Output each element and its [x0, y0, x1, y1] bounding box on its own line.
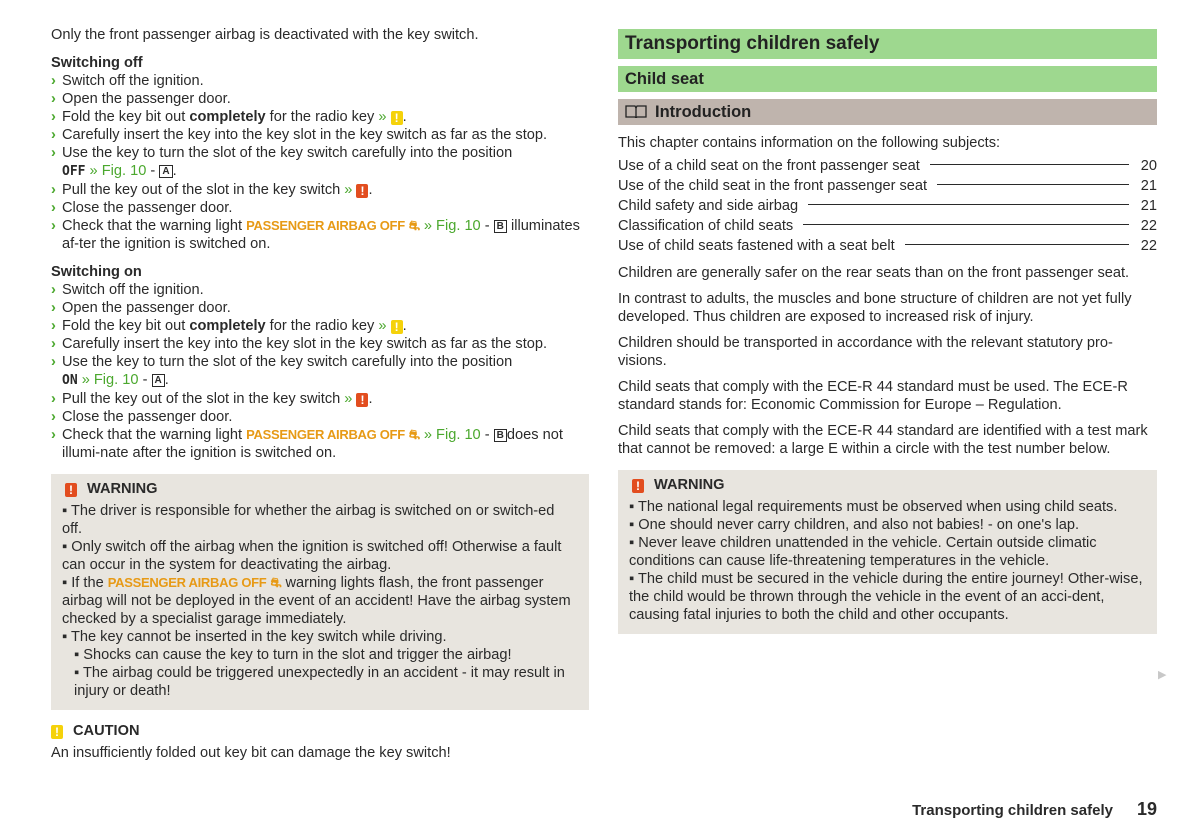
paragraph: Children are generally safer on the rear seats than on the front passenger seat.	[618, 265, 1130, 281]
fig-letter-a: A	[159, 165, 172, 178]
section-heading: Child seat	[618, 66, 1157, 92]
chevron-icon: ›	[51, 182, 56, 198]
airbag-off-icon: ⛐	[408, 218, 420, 233]
fig-letter-b: B	[494, 220, 507, 233]
caution-icon: !	[391, 111, 403, 125]
chevron-icon: ›	[51, 127, 56, 143]
leader-line	[937, 184, 1129, 185]
warning-icon: !	[65, 483, 77, 497]
chevron-icon: ›	[51, 354, 56, 370]
airbag-off-icon: ⛐	[270, 575, 282, 590]
warning-sub-bullet: ▪ The airbag could be triggered unexpectedly in an accident - it may result in injury or death!	[74, 665, 565, 699]
chevron-icon: ›	[51, 336, 56, 352]
chevron-icon: ›	[51, 218, 56, 234]
chevron-icon: ›	[51, 282, 56, 298]
page-number: 19	[1136, 799, 1157, 819]
chevron-icon: ›	[51, 145, 56, 161]
step-off-8: › Check that the warning light PASSENGER AIRBAG OFF ⛐ » Fig. 10 - B illuminates af-ter the ignition is switched on.	[51, 218, 580, 252]
step-on-5: › Use the key to turn the slot of the key switch carefully into the position ON » Fig. 10 - A .	[51, 354, 513, 388]
chevron-icon: ›	[51, 318, 56, 334]
switch-position-on: ON	[62, 373, 78, 388]
warning-icon: !	[632, 479, 644, 493]
warning-box-airbag	[51, 474, 589, 710]
fig-link[interactable]: » Fig. 10	[89, 163, 147, 179]
warning-heading: ! WARNING	[51, 480, 578, 498]
step-on-7: › Close the passenger door.	[51, 409, 233, 425]
paragraph: Child seats that comply with the ECE-R 44 standard are identified with a test mark that cannot be removed: a large E within a circle with the test number below.	[618, 423, 1148, 457]
right-column	[618, 29, 1157, 634]
step-off-7: › Close the passenger door.	[51, 200, 233, 216]
page-footer	[912, 800, 1157, 820]
chevron-icon: ›	[51, 73, 56, 89]
continue-arrow-icon: ▶	[1158, 669, 1167, 681]
caution-text: An insufficiently folded out key bit can damage the key switch!	[51, 745, 451, 761]
switching-on-steps	[51, 281, 589, 462]
switching-on-heading: Switching on	[51, 264, 142, 280]
step-off-1: › Switch off the ignition.	[51, 73, 204, 89]
caution-icon: !	[51, 725, 63, 739]
paragraph: Children should be transported in accordance with the relevant statutory pro-visions.	[618, 335, 1113, 369]
step-on-8: › Check that the warning light PASSENGER AIRBAG OFF ⛐ » Fig. 10 - B does not illumi-nate after the ignition is switched on.	[51, 427, 563, 461]
subsection-heading: Introduction	[618, 99, 1157, 125]
chevron-icon: ›	[51, 300, 56, 316]
warning-icon: !	[356, 393, 368, 407]
warning-bullet: ▪ Never leave children unattended in the vehicle. Certain outside climatic conditions can cause life-threatening temperatures in the vehicle.	[629, 535, 1097, 569]
fig-link[interactable]: » Fig. 10	[423, 427, 481, 443]
passenger-airbag-off-lamp: PASSENGER AIRBAG OFF	[107, 575, 267, 590]
leader-line	[930, 164, 1129, 165]
chevron-icon: ›	[51, 91, 56, 107]
chapter-heading: Transporting children safely	[618, 29, 1157, 59]
step-on-2: › Open the passenger door.	[51, 300, 231, 316]
ref-link[interactable]: »	[378, 109, 387, 125]
warning-bullet: ▪ The national legal requirements must be observed when using child seats.	[629, 499, 1118, 515]
caution-heading: ! CAUTION	[51, 722, 589, 740]
step-on-6: › Pull the key out of the slot in the key switch » ! .	[51, 391, 373, 407]
paragraph: Child seats that comply with the ECE-R 44 standard must be used. The ECE-R standard stands for: Economic Commission for Europe – Regulation.	[618, 379, 1128, 413]
warning-bullet: ▪ If the PASSENGER AIRBAG OFF ⛐ warning lights flash, the front passenger airbag will not be deployed in the event of an accident! Have the airbag system checked by a specialist garage immediately.	[62, 575, 571, 627]
leader-line	[803, 224, 1129, 225]
chevron-icon: ›	[51, 427, 56, 443]
paragraph: In contrast to adults, the muscles and bone structure of children are not yet fully developed. Thus children are exposed to increased risk of injury.	[618, 291, 1132, 325]
step-on-4: › Carefully insert the key into the key slot in the key switch as far as the stop.	[51, 336, 548, 352]
chevron-icon: ›	[51, 409, 56, 425]
airbag-off-icon: ⛐	[408, 427, 420, 442]
step-off-4: › Carefully insert the key into the key slot in the key switch as far as the stop.	[51, 127, 548, 143]
step-off-3: › Fold the key bit out completely for the radio key » ! .	[51, 109, 407, 125]
warning-bullet: ▪ The child must be secured in the vehicle during the entire journey! Other-wise, the child would be thrown through the vehicle in the event of an acci-dent, causing fatal injuries to both the child and other occupants.	[629, 571, 1143, 623]
warning-bullet: ▪ Only switch off the airbag when the ignition is switched off! Otherwise a fault can occur in the system for deactivating the airbag.	[62, 539, 562, 573]
table-of-contents	[618, 156, 1157, 256]
step-on-3: › Fold the key bit out completely for the radio key » ! .	[51, 318, 407, 334]
switching-off-heading: Switching off	[51, 55, 143, 71]
caution-box	[51, 722, 589, 762]
toc-row[interactable]: Classification of child seats 22	[618, 218, 1157, 234]
left-column	[51, 26, 589, 762]
toc-row[interactable]: Use of child seats fastened with a seat belt 22	[618, 238, 1157, 254]
fig-link[interactable]: » Fig. 10	[81, 372, 139, 388]
toc-row[interactable]: Use of the child seat in the front passenger seat 21	[618, 178, 1157, 194]
fig-letter-a: A	[152, 374, 165, 387]
warning-bullet: ▪ The driver is responsible for whether the airbag is switched on or switch-ed off.	[62, 503, 555, 537]
warning-bullet: ▪ One should never carry children, and also not babies! - on one's lap.	[629, 517, 1080, 533]
warning-heading: ! WARNING	[618, 476, 1146, 494]
warning-bullet: ▪ The key cannot be inserted in the key switch while driving.	[62, 629, 447, 645]
chevron-icon: ›	[51, 109, 56, 125]
toc-row[interactable]: Use of a child seat on the front passenger seat 20	[618, 158, 1157, 174]
switch-position-off: OFF	[62, 164, 86, 179]
warning-sub-bullet: ▪ Shocks can cause the key to turn in the slot and trigger the airbag!	[74, 647, 512, 663]
leader-line	[905, 244, 1129, 245]
caution-icon: !	[391, 320, 403, 334]
leader-line	[808, 204, 1129, 205]
toc-row[interactable]: Child safety and side airbag 21	[618, 198, 1157, 214]
ref-link[interactable]: »	[378, 318, 387, 334]
chevron-icon: ›	[51, 200, 56, 216]
step-off-6: › Pull the key out of the slot in the key switch » ! .	[51, 182, 373, 198]
toc-intro: This chapter contains information on the following subjects:	[618, 135, 1001, 151]
fig-link[interactable]: » Fig. 10	[423, 218, 481, 234]
passenger-airbag-off-lamp: PASSENGER AIRBAG OFF	[246, 218, 405, 233]
intro-text: Only the front passenger airbag is deactivated with the key switch.	[51, 27, 479, 43]
chevron-icon: ›	[51, 391, 56, 407]
passenger-airbag-off-lamp: PASSENGER AIRBAG OFF	[246, 427, 405, 442]
footer-title: Transporting children safely	[912, 802, 1113, 819]
warning-box-children	[618, 470, 1157, 634]
warning-icon: !	[356, 184, 368, 198]
switching-off-steps	[51, 72, 589, 253]
ref-link[interactable]: »	[344, 182, 353, 198]
book-icon	[625, 104, 647, 118]
ref-link[interactable]: »	[344, 391, 353, 407]
step-on-1: › Switch off the ignition.	[51, 282, 204, 298]
step-off-2: › Open the passenger door.	[51, 91, 231, 107]
fig-letter-b: B	[494, 429, 507, 442]
step-off-5: › Use the key to turn the slot of the key switch carefully into the position OFF » Fig. 10 - A .	[51, 145, 513, 179]
